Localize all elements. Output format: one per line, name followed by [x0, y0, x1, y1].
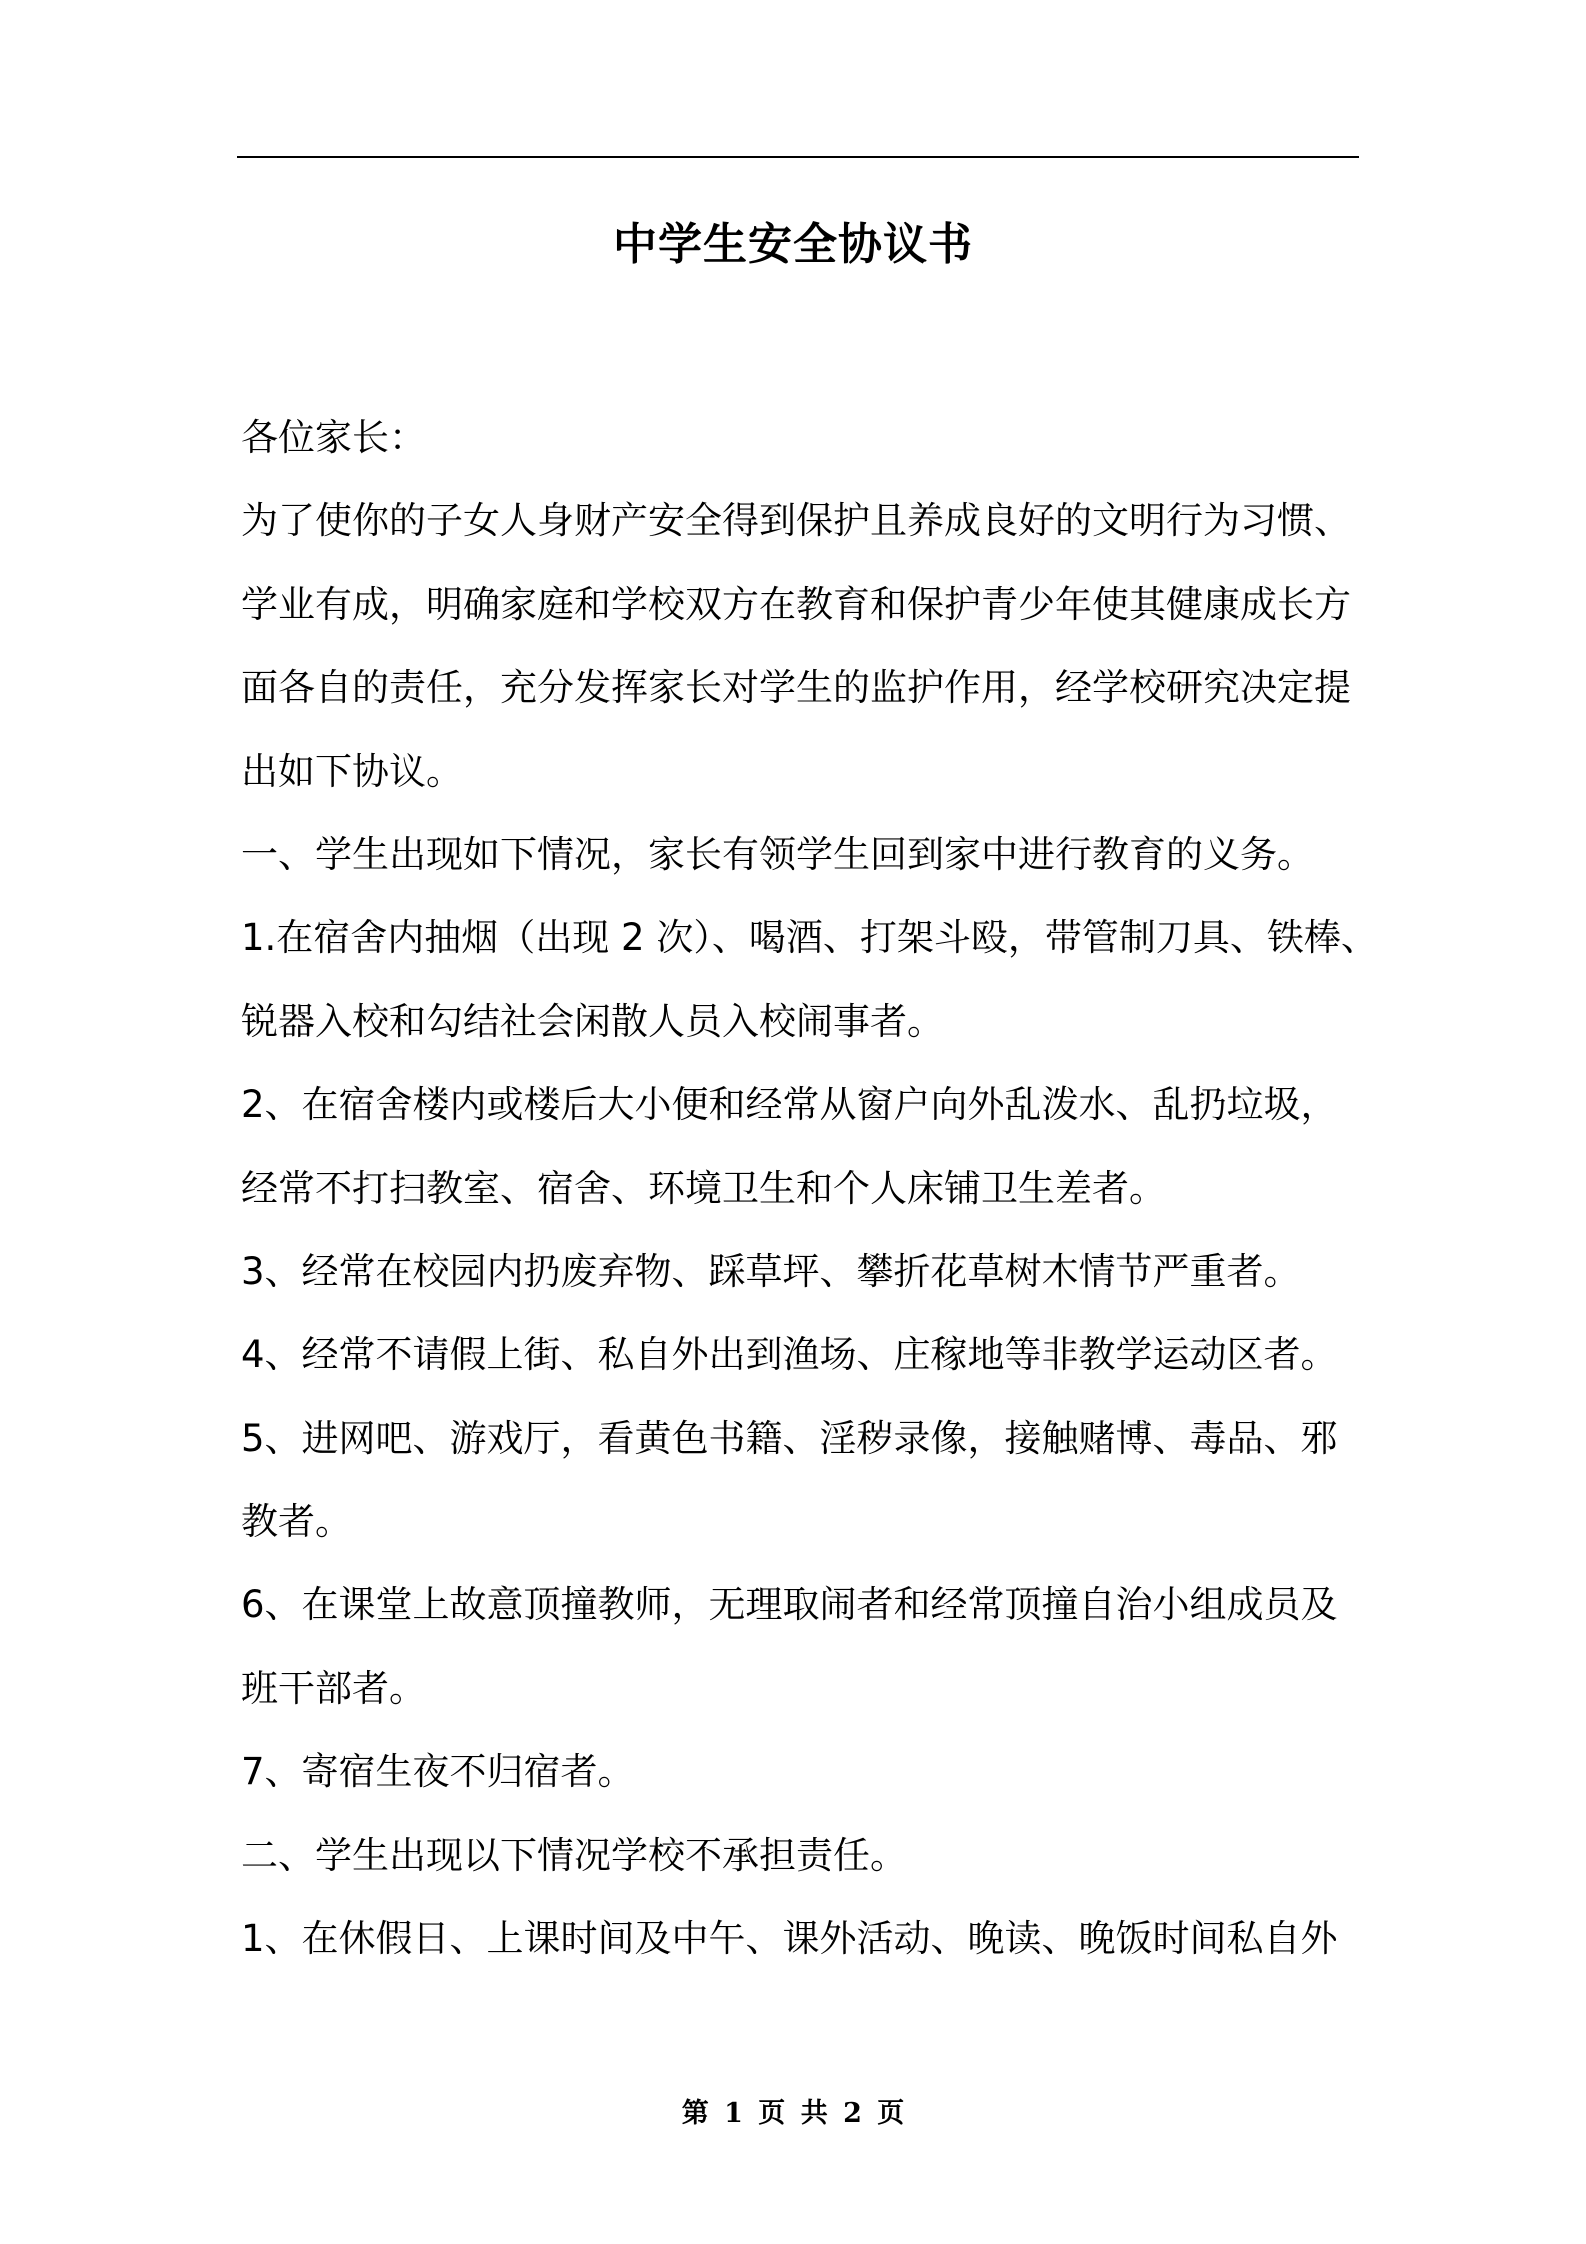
list-item: 经常不打扫教室、宿舍、环境卫生和个人床铺卫生差者。: [241, 1166, 1166, 1210]
header-rule: [237, 156, 1359, 158]
list-item: 2、在宿舍楼内或楼后大小便和经常从窗户向外乱泼水、乱扔垃圾，: [241, 1083, 1338, 1127]
page-footer: 第 1 页 共 2 页: [681, 2098, 905, 2129]
list-item: 教者。: [241, 1500, 352, 1544]
list-item: 4、经常不请假上街、私自外出到渔场、庄稼地等非教学运动区者。: [241, 1333, 1338, 1377]
list-item: 1.在宿舍内抽烟（出现 2 次）、喝酒、打架斗殴，带管制刀具、铁棒、: [241, 916, 1378, 960]
salutation: 各位家长：: [241, 416, 426, 459]
list-item: 1、在休假日、上课时间及中午、课外活动、晚读、晚饭时间私自外: [241, 1917, 1338, 1961]
document-body: [241, 396, 1378, 1980]
list-item: 5、进网吧、游戏厅，看黄色书籍、淫秽录像，接触赌博、毒品、邪: [241, 1416, 1338, 1460]
document-title: 中学生安全协议书: [613, 219, 973, 270]
list-item: 6、在课堂上故意顶撞教师，无理取闹者和经常顶撞自治小组成员及: [241, 1583, 1338, 1627]
section-heading: 二、学生出现以下情况学校不承担责任。: [241, 1833, 907, 1877]
section-heading: 一、学生出现如下情况，家长有领学生回到家中进行教育的义务。: [241, 832, 1314, 876]
paragraph-line: 面各自的责任，充分发挥家长对学生的监护作用，经学校研究决定提: [241, 666, 1351, 710]
paragraph-line: 为了使你的子女人身财产安全得到保护且养成良好的文明行为习惯、: [241, 499, 1351, 543]
list-item: 班干部者。: [241, 1666, 426, 1710]
paragraph-line: 学业有成，明确家庭和学校双方在教育和保护青少年使其健康成长方: [241, 582, 1351, 626]
list-item: 锐器入校和勾结社会闲散人员入校闹事者。: [241, 999, 944, 1043]
paragraph-line: 出如下协议。: [241, 749, 463, 793]
list-item: 7、寄宿生夜不归宿者。: [241, 1750, 635, 1794]
list-item: 3、经常在校园内扔废弃物、踩草坪、攀折花草树木情节严重者。: [241, 1249, 1301, 1293]
